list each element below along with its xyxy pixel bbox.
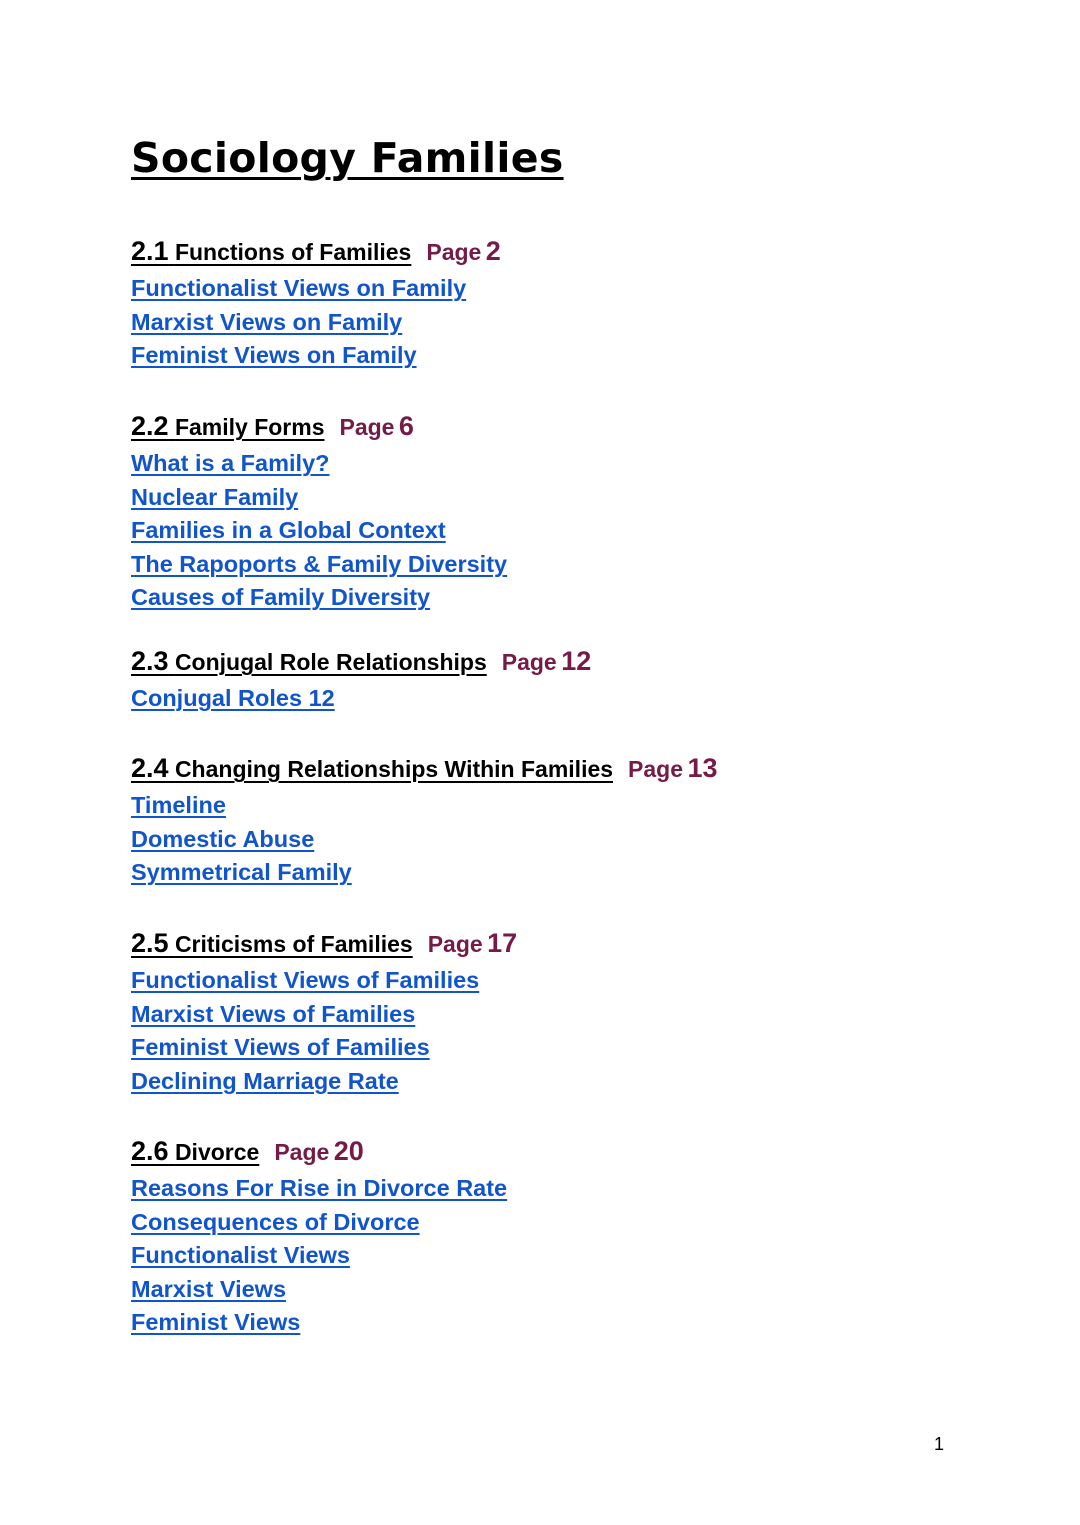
list-item (131, 1031, 1031, 1065)
toc-link[interactable]: Declining Marriage Rate (131, 1067, 399, 1094)
toc-link[interactable]: Causes of Family Diversity (131, 584, 431, 611)
section-title: Criticisms of Families (174, 931, 413, 957)
section-number: 2.4 (131, 753, 169, 783)
page-label: Page (628, 756, 684, 782)
list-item (131, 789, 1031, 823)
toc-link[interactable]: Consequences of Divorce (131, 1208, 420, 1235)
toc-link[interactable]: Functionalist Views (131, 1242, 350, 1269)
list-item (131, 447, 1031, 481)
list-item (131, 1206, 1031, 1240)
list-item (131, 1172, 1031, 1206)
page-label: Page (501, 649, 557, 675)
section-page-ref (426, 236, 500, 267)
page-label: Page (274, 1139, 330, 1165)
section-page-ref (339, 411, 413, 442)
section-title: Conjugal Role Relationships (174, 649, 487, 675)
section-link-list (131, 272, 1031, 373)
toc-link[interactable]: Domestic Abuse (131, 825, 315, 852)
section-page-ref (428, 928, 517, 959)
page-number: 1 (934, 1434, 945, 1454)
section-2-2 (131, 411, 1031, 615)
page-number-ref: 12 (561, 646, 592, 676)
section-2-3 (131, 646, 1031, 716)
section-number: 2.5 (131, 928, 169, 958)
section-link-list (131, 682, 1031, 716)
toc-link[interactable]: Conjugal Roles 12 (131, 685, 335, 711)
section-heading (131, 753, 1031, 789)
toc-link[interactable]: Feminist Views (131, 1309, 301, 1336)
toc-link[interactable]: Families in a Global Context (131, 517, 446, 544)
section-number: 2.1 (131, 236, 169, 266)
toc-link[interactable]: Functionalist Views of Families (131, 967, 480, 993)
page-number-ref: 17 (487, 928, 518, 958)
section-2-6 (131, 1136, 1031, 1340)
list-item (131, 998, 1031, 1032)
section-heading (131, 1136, 1031, 1172)
section-link-list (131, 447, 1031, 615)
list-item (131, 964, 1031, 998)
section-page-ref (502, 646, 591, 677)
page-label: Page (427, 931, 483, 957)
section-number: 2.3 (131, 646, 169, 676)
list-item (131, 548, 1031, 582)
list-item (131, 1306, 1031, 1340)
list-item (131, 682, 1031, 716)
list-item (131, 1065, 1031, 1099)
section-heading (131, 928, 1031, 964)
section-page-ref (274, 1136, 363, 1167)
section-heading (131, 411, 1031, 447)
list-item (131, 306, 1031, 340)
list-item (131, 856, 1031, 890)
page-number-ref: 2 (485, 236, 501, 266)
section-title: Functions of Families (174, 239, 412, 265)
section-2-5 (131, 928, 1031, 1098)
section-number: 2.6 (131, 1136, 169, 1166)
page-label: Page (339, 414, 395, 440)
section-number: 2.2 (131, 411, 169, 441)
toc-link[interactable]: Reasons For Rise in Divorce Rate (131, 1175, 508, 1201)
toc-link[interactable]: Functionalist Views on Family (131, 275, 467, 301)
toc-link[interactable]: Feminist Views on Family (131, 342, 417, 369)
page-number-ref: 20 (333, 1136, 364, 1166)
list-item (131, 581, 1031, 615)
document-title: Sociology Families (131, 134, 564, 182)
list-item (131, 514, 1031, 548)
section-heading (131, 646, 1031, 682)
section-link-list (131, 789, 1031, 890)
page-number-ref: 6 (398, 411, 414, 441)
section-title: Family Forms (174, 414, 325, 440)
toc-link[interactable]: Marxist Views on Family (131, 308, 403, 335)
toc-link[interactable]: What is a Family? (131, 450, 330, 476)
toc-link[interactable]: Timeline (131, 792, 226, 818)
page-number-ref: 13 (687, 753, 718, 783)
list-item (131, 1239, 1031, 1273)
toc-link[interactable]: Symmetrical Family (131, 859, 352, 886)
section-title: Divorce (174, 1139, 260, 1165)
list-item (131, 823, 1031, 857)
toc-link[interactable]: Nuclear Family (131, 483, 299, 510)
list-item (131, 272, 1031, 306)
toc-link[interactable]: The Rapoports & Family Diversity (131, 550, 508, 577)
section-2-4 (131, 753, 1031, 890)
section-2-1 (131, 236, 1031, 373)
section-page-ref (628, 753, 717, 784)
toc-link[interactable]: Marxist Views (131, 1275, 287, 1302)
list-item (131, 1273, 1031, 1307)
section-link-list (131, 1172, 1031, 1340)
list-item (131, 339, 1031, 373)
section-link-list (131, 964, 1031, 1098)
toc-link[interactable]: Feminist Views of Families (131, 1034, 430, 1061)
toc-link[interactable]: Marxist Views of Families (131, 1000, 416, 1027)
section-title: Changing Relationships Within Families (174, 756, 614, 782)
section-heading (131, 236, 1031, 272)
list-item (131, 481, 1031, 515)
page-label: Page (426, 239, 482, 265)
